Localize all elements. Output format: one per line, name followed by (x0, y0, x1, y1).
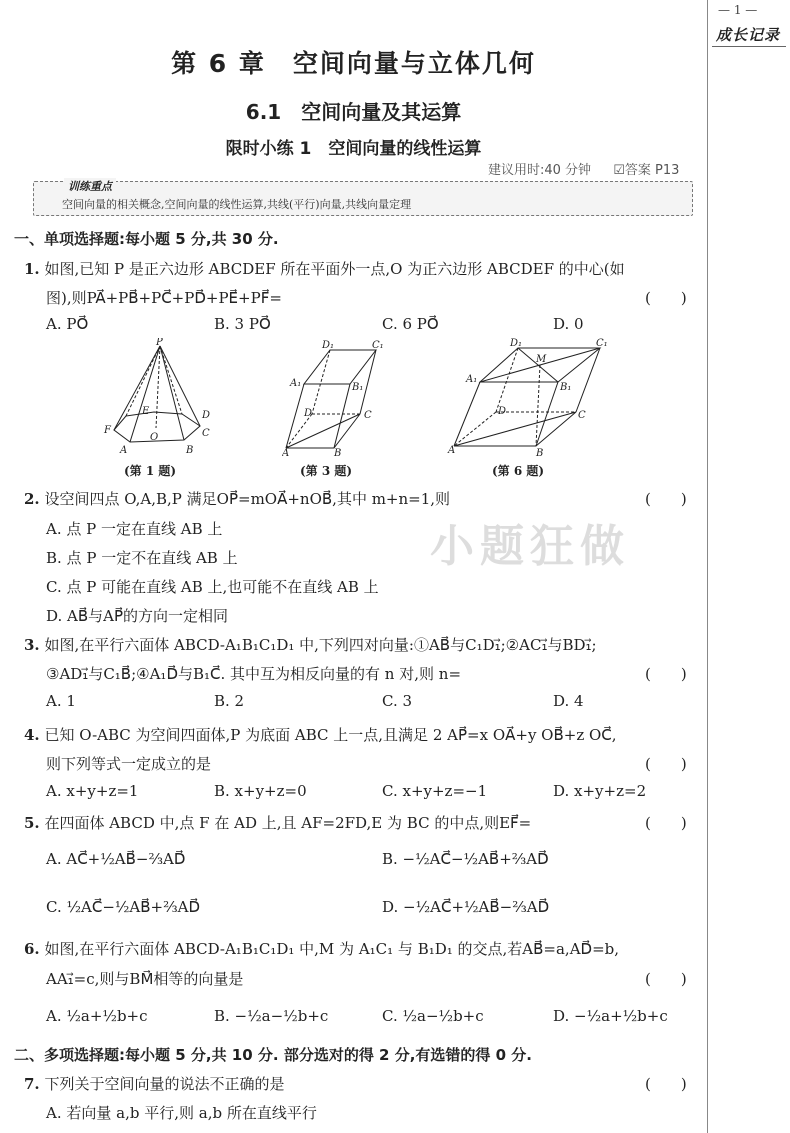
q5-option-d: D. −½AC⃗+½AB⃗−⅔AD⃗ (382, 898, 550, 916)
q2-option-b: B. 点 P 一定不在直线 AB 上 (46, 549, 238, 567)
svg-text:A₁: A₁ (290, 378, 302, 389)
section-multi-choice: 二、多项选择题:每小题 5 分,共 10 分. 部分选对的得 2 分,有选错的得 0 分. (14, 1046, 532, 1064)
svg-text:C: C (364, 410, 372, 421)
q4-answer-blank: ( ) (645, 755, 687, 773)
figure-parallelepiped-q3 (282, 338, 394, 456)
exercise-title: 限时小练 1 空间向量的线性运算 (225, 139, 482, 159)
q3-option-d: D. 4 (553, 692, 584, 710)
q3-option-a: A. 1 (46, 692, 76, 710)
answer-ref: ☑答案 P13 (613, 163, 680, 178)
q5-option-c: C. ½AC⃗−½AB⃗+⅔AD⃗ (46, 898, 201, 916)
figure1-caption: (第 1 题) (124, 464, 177, 478)
q5-option-b: B. −½AC⃗−½AB⃗+⅔AD⃗ (382, 850, 549, 868)
svg-text:C₁: C₁ (372, 340, 384, 351)
q3-answer-blank: ( ) (645, 665, 687, 683)
q5-line1: 5. 在四面体 ABCD 中,点 F 在 AD 上,且 AF=2FD,E 为 BC 的中点,则EF⃗= (24, 814, 532, 832)
svg-text:D: D (498, 406, 507, 417)
figure-hexagonal-pyramid (96, 338, 226, 460)
q1-answer-blank: ( ) (645, 289, 687, 307)
q3-line2: ③AD₁⃗与C₁B⃗;④A₁D⃗与B₁C⃗. 其中互为相反向量的有 n 对,则 n= (46, 665, 462, 683)
q1-option-b: B. 3 PO⃗ (214, 315, 271, 333)
svg-text:D: D (304, 408, 313, 419)
q1-option-d: D. 0 (553, 315, 584, 333)
q7-number: 7. (24, 1075, 40, 1093)
q7-option-a: A. 若向量 a,b 平行,则 a,b 所在直线平行 (46, 1104, 317, 1122)
svg-text:M: M (536, 354, 547, 365)
q2-option-d: D. AB⃗与AP⃗的方向一定相同 (46, 607, 229, 625)
svg-text:C: C (578, 410, 586, 421)
svg-text:O: O (150, 432, 159, 443)
q6-answer-blank: ( ) (645, 970, 687, 988)
q3-option-b: B. 2 (214, 692, 245, 710)
q2-answer-blank: ( ) (645, 490, 687, 508)
q2-option-c: C. 点 P 可能在直线 AB 上,也可能不在直线 AB 上 (46, 578, 379, 596)
q1-number: 1. (24, 260, 40, 278)
svg-text:C: C (202, 428, 210, 439)
q1-line2: 图),则PA⃗+PB⃗+PC⃗+PD⃗+PE⃗+PF⃗= (46, 289, 282, 307)
q3-option-c: C. 3 (382, 692, 413, 710)
q1-line1: 1. 如图,已知 P 是正六边形 ABCDEF 所在平面外一点,O 为正六边形 ABCDEF 的中心(如 (24, 260, 625, 278)
svg-text:A: A (282, 448, 290, 456)
side-title-underline (712, 46, 786, 47)
svg-text:C₁: C₁ (596, 338, 608, 349)
q6-option-a: A. ½a+½b+c (46, 1007, 148, 1025)
q6-line1: 6. 如图,在平行六面体 ABCD-A₁B₁C₁D₁ 中,M 为 A₁C₁ 与 B₁D₁ 的交点,若AB⃗=a,AD⃗=b, (24, 940, 620, 958)
q4-option-a: A. x+y+z=1 (46, 782, 139, 800)
svg-text:A: A (120, 445, 128, 456)
svg-text:D₁: D₁ (510, 338, 523, 349)
svg-text:B₁: B₁ (560, 382, 572, 393)
svg-text:B: B (186, 445, 194, 456)
svg-text:E: E (142, 406, 150, 417)
q4-option-d: D. x+y+z=2 (553, 782, 647, 800)
exercise-meta (488, 159, 697, 178)
q1-option-a: A. PO⃗ (46, 315, 89, 333)
svg-text:A₁: A₁ (466, 374, 478, 385)
q3-line1: 3. 如图,在平行六面体 ABCD-A₁B₁C₁D₁ 中,下列四对向量:①AB⃗与C₁D₁⃗;②AC₁⃗与BD₁⃗; (24, 636, 597, 654)
q6-option-c: C. ½a−½b+c (382, 1007, 484, 1025)
watermark: 小题狂做 (430, 521, 630, 572)
svg-text:D: D (202, 410, 211, 421)
q5-number: 5. (24, 814, 40, 832)
q4-line1: 4. 已知 O-ABC 为空间四面体,P 为底面 ABC 上一点,且满足 2 AP⃗=x OA⃗+y OB⃗+z OC⃗, (24, 726, 617, 744)
q6-option-d: D. −½a+½b+c (553, 1007, 668, 1025)
section-single-choice: 一、单项选择题:每小题 5 分,共 30 分. (14, 230, 279, 248)
svg-text:D₁: D₁ (322, 340, 335, 351)
suggested-time: 建议用时:40 分钟 (488, 163, 592, 178)
q3-number: 3. (24, 636, 40, 654)
q2-option-a: A. 点 P 一定在直线 AB 上 (46, 520, 223, 538)
q1-option-c: C. 6 PO⃗ (382, 315, 439, 333)
q4-option-c: C. x+y+z=−1 (382, 782, 488, 800)
svg-text:F: F (104, 425, 111, 436)
svg-text:A: A (448, 445, 456, 456)
q4-line2: 则下列等式一定成立的是 (46, 755, 212, 773)
figure6-caption: (第 6 题) (492, 464, 545, 478)
q4-option-b: B. x+y+z=0 (214, 782, 307, 800)
section-title: 6.1 空间向量及其运算 (245, 100, 462, 124)
training-focus-label: 训练重点 (64, 178, 116, 194)
margin-divider (707, 0, 708, 1133)
svg-text:B: B (536, 448, 544, 458)
q4-number: 4. (24, 726, 40, 744)
q5-option-a: A. AC⃗+½AB⃗−⅔AD⃗ (46, 850, 186, 868)
q6-number: 6. (24, 940, 40, 958)
side-title: 成长记录 (716, 26, 781, 44)
figure-parallelepiped-q6 (446, 338, 616, 458)
q7-answer-blank: ( ) (645, 1075, 687, 1093)
chapter-title: 第 6 章 空间向量与立体几何 (171, 49, 536, 78)
svg-text:B₁: B₁ (352, 382, 364, 393)
q6-option-b: B. −½a−½b+c (214, 1007, 329, 1025)
figure3-caption: (第 3 题) (300, 464, 353, 478)
q2-line1: 2. 设空间四点 O,A,B,P 满足OP⃗=mOA⃗+nOB⃗,其中 m+n=1,则 (24, 490, 451, 508)
training-focus-text: 空间向量的相关概念,空间向量的线性运算,共线(平行)向量,共线向量定理 (62, 198, 412, 211)
svg-text:P: P (156, 338, 163, 348)
q2-number: 2. (24, 490, 40, 508)
svg-text:B: B (334, 448, 342, 456)
q5-answer-blank: ( ) (645, 814, 687, 832)
page-number: — 1 — (718, 3, 758, 17)
q6-line2: AA₁⃗=c,则与BM⃗相等的向量是 (46, 970, 244, 988)
q7-line1: 7. 下列关于空间向量的说法不正确的是 (24, 1075, 285, 1093)
